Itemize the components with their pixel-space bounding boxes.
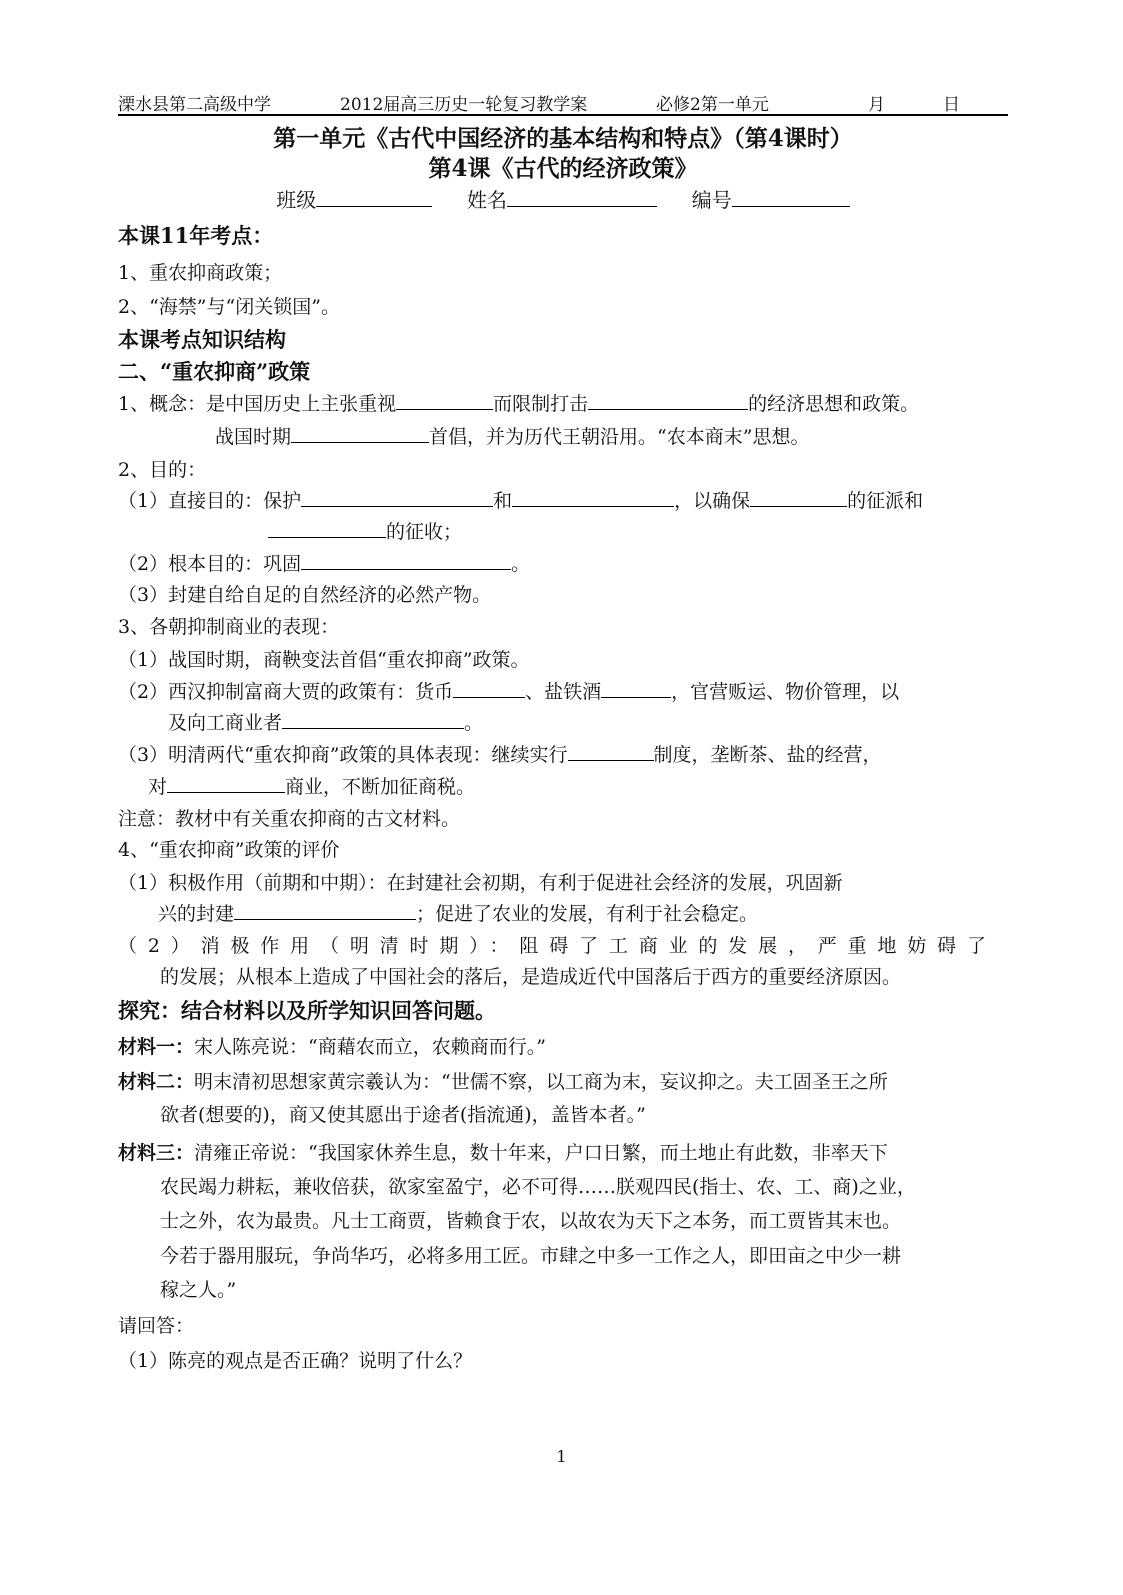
manifest-title: 3、各朝抑制商业的表现： bbox=[118, 616, 340, 638]
class-label: 班级 bbox=[276, 188, 317, 212]
number-blank[interactable] bbox=[732, 188, 850, 207]
name-label: 姓名 bbox=[467, 188, 507, 212]
fill-blank[interactable] bbox=[601, 679, 671, 698]
fill-blank[interactable] bbox=[301, 488, 493, 507]
fill-blank[interactable] bbox=[453, 679, 525, 698]
material-1: 材料一：宋人陈亮说：“商藉农而立，农赖商而行。” bbox=[118, 1036, 546, 1058]
fill-blank[interactable] bbox=[268, 519, 386, 538]
material-3-line-4: 今若于器用服玩，争尚华巧，必将多用工匠。市肆之中多一工作之人，即田亩之中少一耕 bbox=[160, 1245, 902, 1267]
fill-blank[interactable] bbox=[396, 391, 493, 410]
material-2-line-1: 材料二：明末清初思想家黄宗羲认为：“世儒不察，以工商为末，妄议抑之。夫工固圣王之所 bbox=[118, 1071, 888, 1093]
evaluation-line-4: 的发展；从根本上造成了中国社会的落后，是造成近代中国落后于西方的重要经济原因。 bbox=[160, 966, 902, 988]
header-unit: 必修2第一单元 bbox=[656, 95, 769, 115]
fill-blank[interactable] bbox=[234, 901, 416, 920]
purpose-title: 2、目的： bbox=[118, 459, 207, 481]
class-blank[interactable] bbox=[316, 188, 432, 207]
manifest-line-5: 对 商业，不断加征商税。 bbox=[148, 776, 476, 798]
student-info-form bbox=[118, 184, 1008, 213]
purpose-line-3: （2）根本目的：巩固 。 bbox=[118, 553, 531, 575]
concept-line-1: 1、概念：是中国历史上主张重视 而限制打击 的经济思想和政策。 bbox=[118, 393, 920, 415]
evaluation-line-3: （2）消极作用（明清时期）：阻碍了工商业的发展，严重地妨碍了 bbox=[118, 935, 986, 957]
header-plan: 2012届高三历史一轮复习教学案 bbox=[340, 95, 588, 115]
exam-points-heading: 本课11年考点： bbox=[118, 223, 274, 248]
concept-line-2: 战国时期 首倡，并为历代王朝沿用。“农本商末”思想。 bbox=[215, 426, 810, 448]
fill-blank[interactable] bbox=[568, 742, 654, 761]
material-2-line-2: 欲者(想要的)，商又使其愿出于途者(指流通)，盖皆本者。” bbox=[160, 1104, 646, 1126]
purpose-line-2: 的征收； bbox=[268, 517, 462, 544]
structure-heading: 本课考点知识结构 bbox=[118, 327, 286, 352]
section-heading: 二、“重农抑商”政策 bbox=[118, 359, 311, 384]
evaluation-line-1: （1）积极作用（前期和中期）：在封建社会初期，有利于促进社会经济的发展，巩固新 bbox=[118, 872, 843, 894]
question-1: （1）陈亮的观点是否正确？说明了什么？ bbox=[118, 1350, 473, 1372]
inquiry-heading: 探究：结合材料以及所学知识回答问题。 bbox=[118, 998, 496, 1023]
exam-point-item: 1、重农抑商政策； bbox=[118, 262, 283, 284]
lesson-title: 第4课《古代的经济政策》 bbox=[428, 155, 698, 182]
evaluation-line-2: 兴的封建 ；促进了农业的发展，有利于社会稳定。 bbox=[158, 903, 759, 925]
fill-blank[interactable] bbox=[512, 488, 674, 507]
fill-blank[interactable] bbox=[291, 424, 429, 443]
page-number: 1 bbox=[556, 1447, 567, 1466]
header-month: 月 bbox=[868, 95, 885, 115]
manifest-line-3: 及向工商业者 。 bbox=[168, 712, 484, 734]
number-label: 编号 bbox=[691, 188, 732, 212]
material-3-line-5: 稼之人。” bbox=[160, 1279, 237, 1301]
manifest-line-2: （2）西汉抑制富商大贾的政策有：货币 、盐铁酒 ，官营贩运、物价管理，以 bbox=[118, 681, 900, 703]
fill-blank[interactable] bbox=[588, 391, 748, 410]
material-3-line-1: 材料三：清雍正帝说：“我国家休养生息，数十年来，户口日繁，而土地止有此数，非率天下 bbox=[118, 1142, 888, 1164]
note: 注意：教材中有关重农抑商的古文材料。 bbox=[118, 808, 461, 830]
fill-blank[interactable] bbox=[167, 774, 285, 793]
header-school: 溧水县第二高级中学 bbox=[118, 95, 271, 115]
manifest-line-1: （1）战国时期，商鞅变法首倡“重农抑商”政策。 bbox=[118, 649, 530, 671]
exam-point-item: 2、“海禁”与“闭关锁国”。 bbox=[118, 296, 340, 318]
material-3-line-2: 农民竭力耕耘，兼收倍获，欲家室盈宁，必不可得……朕观四民(指士、农、工、商)之业， bbox=[160, 1176, 916, 1198]
header-day: 日 bbox=[943, 95, 960, 115]
answer-prompt: 请回答： bbox=[118, 1315, 195, 1337]
page-header bbox=[118, 86, 1008, 116]
name-blank[interactable] bbox=[507, 188, 657, 207]
fill-blank[interactable] bbox=[301, 551, 511, 570]
purpose-line-1: （1）直接目的：保护 和 ，以确保 的征派和 bbox=[118, 490, 924, 512]
fill-blank[interactable] bbox=[750, 488, 847, 507]
unit-title: 第一单元《古代中国经济的基本结构和特点》（第4课时） bbox=[273, 125, 853, 152]
evaluation-title: 4、“重农抑商”政策的评价 bbox=[118, 839, 340, 861]
manifest-line-4: （3）明清两代“重农抑商”政策的具体表现：继续实行 制度，垄断茶、盐的经营， bbox=[118, 744, 882, 766]
fill-blank[interactable] bbox=[282, 710, 464, 729]
material-3-line-3: 士之外，农为最贵。凡士工商贾，皆赖食于农，以故农为天下之本务，而工贾皆其末也。 bbox=[160, 1210, 902, 1232]
purpose-line-4: （3）封建自给自足的自然经济的必然产物。 bbox=[118, 584, 492, 606]
